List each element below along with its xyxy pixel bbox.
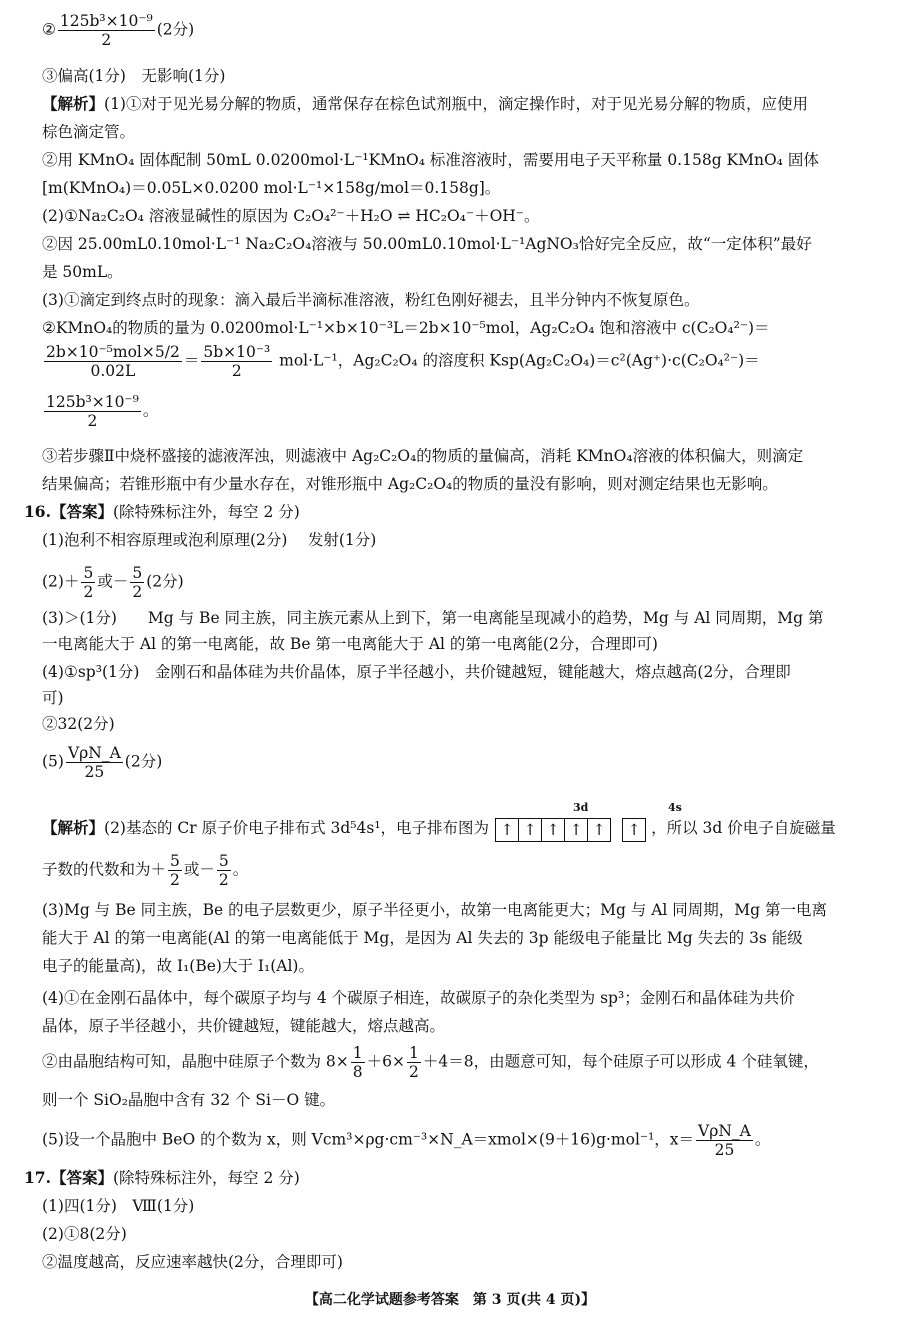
denominator: 2 [132,583,143,601]
numerator: 125b³×10⁻⁹ [46,393,139,411]
explanation-text: (5)设一个晶胞中 BeO 的个数为 x，则 Vcm³×ρg·cm⁻³×N_A＝xmol×(9＋16)g·mol⁻¹，x＝ [42,1130,695,1149]
explanation-text: ，所以 3d 价电子自旋磁量 [651,819,836,837]
answer-tag: 16.【答案】 [24,502,113,521]
numerator: 1 [352,1044,363,1062]
fraction [81,564,95,601]
explanation-line [42,852,248,889]
explanation-line: ②KMnO₄的物质的量为 0.0200mol·L⁻¹×b×10⁻³L＝2b×10⁻⁵mol，Ag₂C₂O₄ 饱和溶液中 c(C₂O₄²⁻)＝ [42,319,770,337]
explanation-line: 棕色滴定管。 [42,123,136,141]
answer-line: 可) [42,689,64,707]
fraction [44,393,141,430]
equals-sign: ＝ [183,351,200,370]
numerator: 1 [409,1044,419,1062]
period: 。 [142,401,159,420]
explanation-text: 子数的代数和为＋ [42,860,167,879]
explanation-line: 则一个 SiO₂晶胞中含有 32 个 Si－O 键。 [42,1091,336,1109]
numerator: 5 [132,564,143,582]
explanation-line [42,816,836,842]
answer-line: ②温度越高，反应速率越快(2分，合理即可) [42,1253,343,1271]
score-note: (2分) [146,572,184,591]
denominator: 2 [87,412,98,430]
answer-line: ②32(2分) [42,715,115,733]
explanation-line: 晶体，原子半径越小，共价键越短，键能越大，熔点越高。 [42,1017,446,1035]
period: 。 [232,860,249,879]
answer-line: (2)①8(2分) [42,1225,127,1243]
explanation-text: ＋6× [366,1052,406,1071]
answer-line: (1)四(1分) Ⅷ(1分) [42,1197,195,1215]
orbital-label-3d: 3d [573,801,589,814]
numerator: VρN_A [67,744,121,762]
answer-line [42,564,184,601]
orbital-diagram-3d [495,817,610,842]
prefix: (2)＋ [42,572,80,591]
numerator: 2b×10⁻⁵mol×5/2 [46,343,180,361]
question-17-header [24,1166,300,1190]
explanation-line: 是 50mL。 [42,263,123,281]
fraction [58,12,155,49]
fraction [201,343,272,380]
explanation-text: ＋4＝8，由题意可知，每个硅原子可以形成 4 个硅氧键， [422,1052,819,1071]
up-arrow-icon: ↑ [518,818,542,842]
answer-line: (1)泡利不相容原理或泡利原理(2分) 发射(1分) [42,531,377,549]
denominator: 0.02L [90,362,136,380]
circle-number: ② [42,20,56,39]
explanation-text: (1)①对于见光易分解的物质，通常保存在棕色试剂瓶中，滴定操作时，对于见光易分解的物质，应使用 [104,95,808,113]
denominator: 25 [714,1141,735,1159]
explanation-equation-line [42,343,760,380]
orbital-diagram-4s [622,817,645,842]
up-arrow-icon: ↑ [587,818,611,842]
explanation-line [42,1122,770,1159]
answer-line: 一电离能大于 Al 的第一电离能，故 Be 第一电离能大于 Al 的第一电离能(2分，合理即可) [42,635,658,653]
numerator: 5 [83,564,94,582]
explanation-text: (2)基态的 Cr 原子价电子排布式 3d⁵4s¹，电子排布图为 [104,819,490,837]
up-arrow-icon: ↑ [495,818,519,842]
numerator: 5 [170,852,180,870]
explanation-equation-line [42,393,158,430]
score-note: (2分) [124,752,163,771]
explanation-tag: 【解析】 [42,818,105,837]
explanation-tag: 【解析】 [42,94,105,113]
numerator: 5 [218,852,229,870]
fraction [168,852,182,889]
or-text: 或－ [97,572,129,591]
line-error-analysis-answer: ③偏高(1分) 无影响(1分) [42,67,226,85]
equation-tail: mol·L⁻¹，Ag₂C₂O₄ 的溶度积 Ksp(Ag₂C₂O₄)＝c²(Ag⁺)·c(C₂O₄²⁻)＝ [279,351,760,370]
up-arrow-icon: ↑ [541,818,565,842]
denominator: 2 [409,1063,419,1081]
denominator: 25 [84,763,105,781]
numerator: 125b³×10⁻⁹ [59,12,153,30]
fraction [66,744,123,781]
prefix: (5) [42,752,64,771]
explanation-line [42,92,808,116]
line-ksp-answer [42,12,194,49]
denominator: 2 [170,871,180,889]
explanation-line: (2)①Na₂C₂O₄ 溶液显碱性的原因为 C₂O₄²⁻＋H₂O ⇌ HC₂O₄⁻＋OH⁻。 [42,207,540,225]
explanation-line: 结果偏高；若锥形瓶中有少量水存在，对锥形瓶中 Ag₂C₂O₄的物质的量没有影响，则对测定结果也无影响。 [42,475,778,493]
explanation-line: 电子的能量高)，故 I₁(Be)大于 I₁(Al)。 [42,957,314,975]
page-footer: 【高二化学试题参考答案 第 3 页(共 4 页)】 [304,1292,596,1308]
fraction [696,1122,753,1159]
scoring-note: (除特殊标注外，每空 2 分) [112,1169,300,1187]
explanation-line: ③若步骤Ⅱ中烧杯盛接的滤液浑浊，则滤液中 Ag₂C₂O₄的物质的量偏高，消耗 KMnO₄溶液的体积偏大，则滴定 [42,447,804,465]
scoring-note: (除特殊标注外，每空 2 分) [112,503,300,521]
denominator: 2 [101,31,112,49]
up-arrow-icon: ↑ [622,818,646,842]
question-16-header [24,500,300,524]
explanation-line: (3)①滴定到终点时的现象：滴入最后半滴标准溶液，粉红色刚好褪去，且半分钟内不恢复原色。 [42,291,700,309]
numerator: VρN_A [698,1122,751,1140]
period: 。 [754,1130,771,1149]
denominator: 2 [231,362,242,380]
fraction [44,343,182,380]
explanation-line [42,1044,819,1081]
fraction [130,564,144,601]
explanation-line: (4)①在金刚石晶体中，每个碳原子均与 4 个碳原子相连，故碳原子的杂化类型为 sp³；金刚石和晶体硅为共价 [42,989,795,1007]
fraction [351,1044,365,1081]
orbital-label-4s: 4s [668,801,682,814]
numerator: 5b×10⁻³ [203,343,271,361]
denominator: 8 [352,1063,363,1081]
up-arrow-icon: ↑ [564,818,588,842]
explanation-line: 能大于 Al 的第一电离能(Al 的第一电离能低于 Mg，是因为 Al 失去的 3p 能级电子能量比 Mg 失去的 3s 能级 [42,929,803,947]
score-note: (2分) [156,20,195,39]
explanation-line: (3)Mg 与 Be 同主族，Be 的电子层数更少，原子半径更小，故第一电离能更大；Mg 与 Al 同周期，Mg 第一电离 [42,901,828,919]
denominator: 2 [218,871,229,889]
explanation-text: ②由晶胞结构可知，晶胞中硅原子个数为 8× [42,1052,349,1071]
answer-line: (4)①sp³(1分) 金刚石和晶体硅为共价晶体，原子半径越小，共价键越短，键能越大，熔点越高(2分，合理即 [42,663,791,681]
explanation-line: ②因 25.00mL0.10mol·L⁻¹ Na₂C₂O₄溶液与 50.00mL0.10mol·L⁻¹AgNO₃恰好完全反应，故“一定体积”最好 [42,235,812,253]
answer-line [42,744,162,781]
explanation-line: [m(KMnO₄)＝0.05L×0.0200 mol·L⁻¹×158g/mol＝0.158g]。 [42,179,501,197]
or-text: 或－ [183,860,215,879]
denominator: 2 [83,583,94,601]
fraction [217,852,231,889]
explanation-line: ②用 KMnO₄ 固体配制 50mL 0.0200mol·L⁻¹KMnO₄ 标准溶液时，需要用电子天平称量 0.158g KMnO₄ 固体 [42,151,819,169]
answer-line: (3)＞(1分) Mg 与 Be 同主族，同主族元素从上到下，第一电离能呈现减小的趋势，Mg 与 Al 同周期，Mg 第 [42,609,824,627]
fraction [407,1044,421,1081]
answer-tag: 17.【答案】 [24,1168,113,1187]
